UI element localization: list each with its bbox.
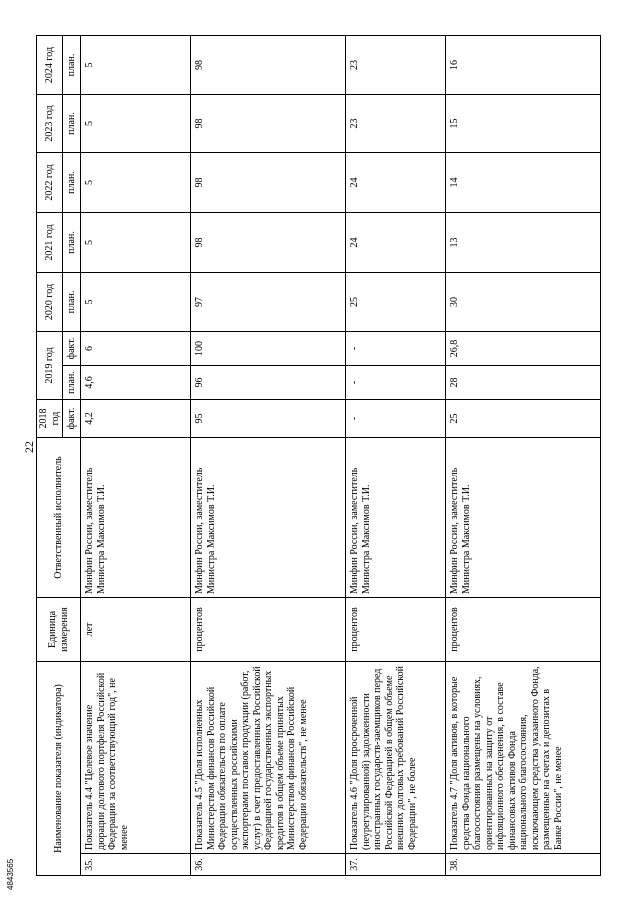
subheader-2019-fact: факт.: [63, 331, 81, 365]
value-2019-fact: 100: [191, 331, 346, 365]
header-unit: Единица измерения: [37, 597, 81, 661]
value-2024-plan: 98: [191, 35, 346, 94]
row-number: 35.: [81, 854, 191, 876]
subheader-2023-plan: план.: [63, 94, 81, 152]
header-executor: Ответственный исполнитель: [37, 437, 81, 597]
value-2019-fact: 6: [81, 331, 191, 365]
value-2023-plan: 98: [191, 94, 346, 152]
value-2021-plan: 24: [346, 212, 446, 272]
indicator-name: Показатель 4.5 "Доля исполненных Министерством финансов Российской Федерации обязательств по оплате осуществленных российскими экспортерами поставок продукции (работ, услуг) в счет предоставленных Российской Федерацией государственных экспортных кредитов в общем объеме принятых Министерством финансов Российской Федерации обязательств", не менее: [191, 661, 346, 853]
row-number: 38.: [446, 854, 601, 876]
indicator-unit: лет: [81, 597, 191, 661]
header-2022: 2022 год: [37, 152, 63, 212]
row-number: 37.: [346, 854, 446, 876]
table-row: [346, 35, 446, 875]
value-2022-plan: 24: [346, 152, 446, 212]
value-2021-plan: 98: [191, 212, 346, 272]
value-2024-plan: 23: [346, 35, 446, 94]
value-2020-plan: 25: [346, 272, 446, 331]
value-2019-plan: 96: [191, 365, 346, 399]
header-2020: 2020 год: [37, 272, 63, 331]
subheader-2024-plan: план.: [63, 35, 81, 94]
value-2020-plan: 30: [446, 272, 601, 331]
value-2022-plan: 98: [191, 152, 346, 212]
value-2023-plan: 15: [446, 94, 601, 152]
subheader-2021-plan: план.: [63, 212, 81, 272]
value-2019-fact: 26,8: [446, 331, 601, 365]
value-2018-fact: 25: [446, 399, 601, 437]
table-row: [446, 35, 601, 875]
value-2019-fact: -: [346, 331, 446, 365]
subheader-2020-plan: план.: [63, 272, 81, 331]
indicator-executor: Минфин России, заместитель Министра Максимов Т.И.: [446, 437, 601, 597]
page-number: 22: [22, 441, 36, 453]
header-2024: 2024 год: [37, 35, 63, 94]
value-2023-plan: 23: [346, 94, 446, 152]
table-row: [191, 35, 346, 875]
indicators-table-container: [36, 36, 626, 876]
value-2021-plan: 13: [446, 212, 601, 272]
value-2022-plan: 14: [446, 152, 601, 212]
indicator-executor: Минфин России, заместитель Министра Максимов Т.И.: [191, 437, 346, 597]
value-2021-plan: 5: [81, 212, 191, 272]
subheader-2022-plan: план.: [63, 152, 81, 212]
value-2020-plan: 5: [81, 272, 191, 331]
header-2021: 2021 год: [37, 212, 63, 272]
value-2020-plan: 97: [191, 272, 346, 331]
document-id: 4843565: [6, 858, 15, 890]
value-2022-plan: 5: [81, 152, 191, 212]
indicator-unit: процентов: [446, 597, 601, 661]
subheader-2019-plan: план.: [63, 365, 81, 399]
header-2023: 2023 год: [37, 94, 63, 152]
subheader-2018-fact: факт.: [63, 399, 81, 437]
indicator-name: Показатель 4.6 "Доля просроченной (неурегулированной) задолженности иностранных государств-заемщиков перед Российской Федерацией в общем объеме внешних долговых требований Российской Федерации", не более: [346, 661, 446, 853]
value-2019-plan: 4,6: [81, 365, 191, 399]
value-2018-fact: 95: [191, 399, 346, 437]
header-2018: 2018 год: [37, 399, 63, 437]
value-2019-plan: 28: [446, 365, 601, 399]
indicator-executor: Минфин России, заместитель Министра Максимов Т.И.: [346, 437, 446, 597]
indicator-name: Показатель 4.7 "Доля активов, в которые средства Фонда национального благосостояния размещены на условиях, ориентированных на защиту от инфляционного обесценения, в составе финансовых активов Фонда национального благосостояния, исключающем средства указанного Фонда, размещенные на счетах и депозитах в Банке России", не менее: [446, 661, 601, 853]
value-2018-fact: 4,2: [81, 399, 191, 437]
header-name: Наименование показателя (индикатора): [37, 661, 81, 875]
indicator-name: Показатель 4.4 "Целевое значение дюрации долгового портфеля Российской Федерации за соответствующий год", не менее: [81, 661, 191, 853]
indicator-unit: процентов: [346, 597, 446, 661]
row-number: 36.: [191, 854, 346, 876]
indicator-unit: процентов: [191, 597, 346, 661]
header-row: [37, 35, 63, 875]
table-row: [81, 35, 191, 875]
indicator-executor: Минфин России, заместитель Министра Максимов Т.И.: [81, 437, 191, 597]
indicators-table: [36, 35, 601, 876]
header-2019: 2019 год: [37, 331, 63, 399]
value-2024-plan: 5: [81, 35, 191, 94]
value-2023-plan: 5: [81, 94, 191, 152]
value-2018-fact: -: [346, 399, 446, 437]
value-2024-plan: 16: [446, 35, 601, 94]
value-2019-plan: -: [346, 365, 446, 399]
